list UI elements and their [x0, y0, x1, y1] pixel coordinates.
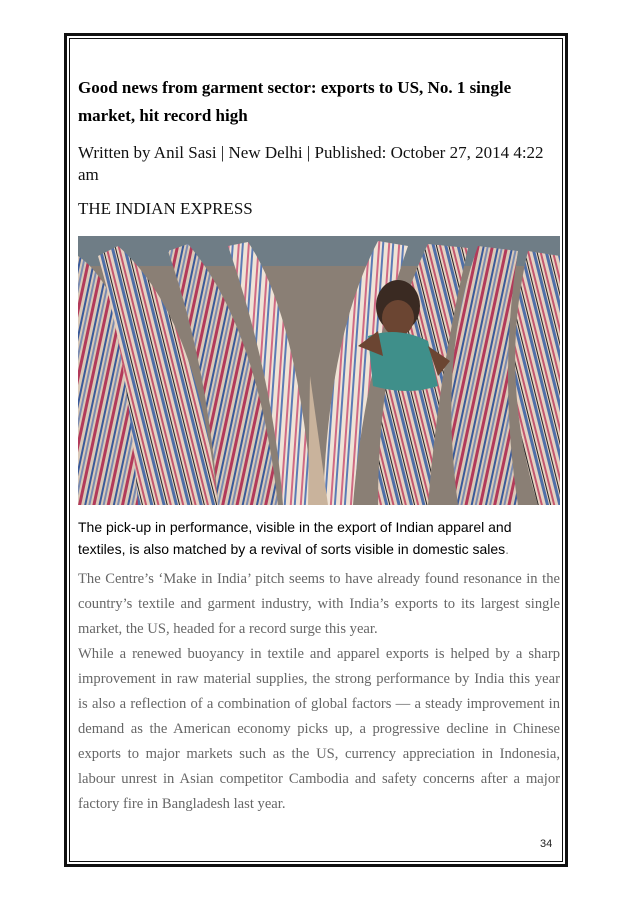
article-byline: Written by Anil Sasi | New Delhi | Published: October 27, 2014 4:22 am — [78, 143, 544, 184]
caption-text: The pick-up in performance, visible in the export of Indian apparel and textiles, is also matched by a revival of sorts visible in domestic sales — [78, 519, 512, 557]
article-paragraph: The Centre’s ‘Make in India’ pitch seems to have already found resonance in the country’s textile and garment industry, with India’s exports to its largest single market, the US, headed for a record surge this year. — [78, 571, 560, 637]
article-source: THE INDIAN EXPRESS — [78, 199, 253, 218]
textile-worker-photo — [78, 236, 560, 505]
caption-period: . — [505, 541, 510, 557]
article-paragraph: While a renewed buoyancy in textile and apparel exports is helped by a sharp improvement in raw material supplies, the strong performance by India this year is also a reflection of a combination of global factors — a steady improvement in demand as the American economy picks up, a progressive decline in Chinese exports to major markets such as the US, currency appreciation in Indonesia, labour unrest in Asian competitor Cambodia and safety concerns after a major factory fire in Bangladesh last year. — [78, 646, 560, 812]
page-number: 34 — [540, 838, 553, 850]
article-body — [78, 567, 560, 817]
photo-caption — [78, 516, 560, 560]
article-header — [78, 74, 560, 220]
article-title: Good news from garment sector: exports to US, No. 1 single market, hit record high — [78, 78, 512, 125]
